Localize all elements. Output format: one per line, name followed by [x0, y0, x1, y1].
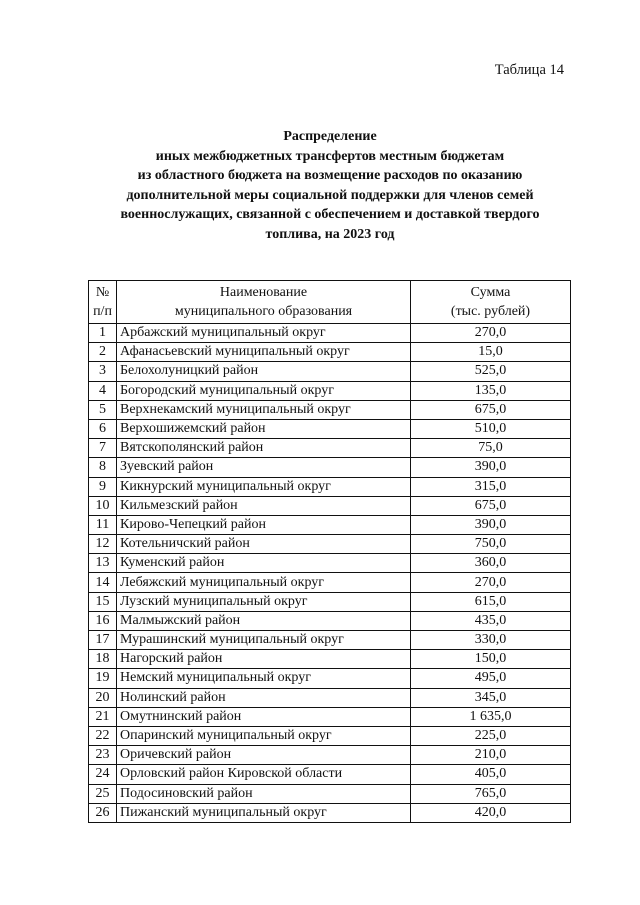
row-number-cell: 12	[89, 535, 117, 554]
amount-cell: 135,0	[411, 381, 571, 400]
amount-cell: 210,0	[411, 746, 571, 765]
row-number-cell: 25	[89, 784, 117, 803]
table-row	[89, 707, 571, 726]
table-row	[89, 803, 571, 822]
municipality-name-cell: Котельничский район	[117, 535, 411, 554]
row-number-cell: 24	[89, 765, 117, 784]
header-number	[89, 281, 117, 324]
municipality-name-cell: Лебяжский муниципальный округ	[117, 573, 411, 592]
title-line: военнослужащих, связанной с обеспечением и доставкой твердого	[120, 207, 540, 222]
table-row	[89, 496, 571, 515]
table-row	[89, 746, 571, 765]
title-line: топлива, на 2023 год	[265, 226, 395, 242]
municipality-name-cell: Лузский муниципальный округ	[117, 592, 411, 611]
table-row	[89, 400, 571, 419]
municipality-name-cell: Подосиновский район	[117, 784, 411, 803]
municipality-name-cell: Белохолуницкий район	[117, 362, 411, 381]
row-number-cell: 6	[89, 419, 117, 438]
header-number-line2: п/п	[93, 304, 112, 319]
amount-cell: 405,0	[411, 765, 571, 784]
amount-cell: 15,0	[411, 343, 571, 362]
row-number-cell: 7	[89, 439, 117, 458]
amount-cell: 315,0	[411, 477, 571, 496]
document-title	[90, 127, 570, 244]
amount-cell: 420,0	[411, 803, 571, 822]
row-number-cell: 4	[89, 381, 117, 400]
row-number-cell: 26	[89, 803, 117, 822]
table-row	[89, 535, 571, 554]
amount-cell: 150,0	[411, 650, 571, 669]
table-row	[89, 669, 571, 688]
amount-cell: 330,0	[411, 631, 571, 650]
row-number-cell: 9	[89, 477, 117, 496]
table-row	[89, 573, 571, 592]
amount-cell: 510,0	[411, 419, 571, 438]
municipality-name-cell: Кильмезский район	[117, 496, 411, 515]
row-number-cell: 10	[89, 496, 117, 515]
municipality-name-cell: Опаринский муниципальный округ	[117, 726, 411, 745]
table-row	[89, 477, 571, 496]
municipality-name-cell: Верхнекамский муниципальный округ	[117, 400, 411, 419]
amount-cell: 1 635,0	[411, 707, 571, 726]
amount-cell: 390,0	[411, 515, 571, 534]
table-row	[89, 515, 571, 534]
municipality-name-cell: Зуевский район	[117, 458, 411, 477]
table-row	[89, 765, 571, 784]
amount-cell: 675,0	[411, 496, 571, 515]
row-number-cell: 20	[89, 688, 117, 707]
row-number-cell: 14	[89, 573, 117, 592]
distribution-table	[88, 280, 571, 823]
header-sum	[411, 281, 571, 324]
amount-cell: 495,0	[411, 669, 571, 688]
row-number-cell: 22	[89, 726, 117, 745]
amount-cell: 615,0	[411, 592, 571, 611]
row-number-cell: 15	[89, 592, 117, 611]
header-name	[117, 281, 411, 324]
table-row	[89, 784, 571, 803]
amount-cell: 270,0	[411, 573, 571, 592]
amount-cell: 270,0	[411, 324, 571, 343]
row-number-cell: 17	[89, 631, 117, 650]
municipality-name-cell: Оричевский район	[117, 746, 411, 765]
amount-cell: 390,0	[411, 458, 571, 477]
amount-cell: 345,0	[411, 688, 571, 707]
amount-cell: 225,0	[411, 726, 571, 745]
table-row	[89, 611, 571, 630]
municipality-name-cell: Вятскополянский район	[117, 439, 411, 458]
table-row	[89, 439, 571, 458]
municipality-name-cell: Нолинский район	[117, 688, 411, 707]
municipality-name-cell: Богородский муниципальный округ	[117, 381, 411, 400]
row-number-cell: 11	[89, 515, 117, 534]
row-number-cell: 3	[89, 362, 117, 381]
amount-cell: 75,0	[411, 439, 571, 458]
table-row	[89, 554, 571, 573]
table-row	[89, 419, 571, 438]
amount-cell: 360,0	[411, 554, 571, 573]
row-number-cell: 16	[89, 611, 117, 630]
municipality-name-cell: Афанасьевский муниципальный округ	[117, 343, 411, 362]
header-name-line1: Наименование	[219, 285, 308, 300]
table-row	[89, 362, 571, 381]
table-header-row	[89, 281, 571, 324]
title-line: Распределение	[283, 129, 377, 144]
title-line: дополнительной меры социальной поддержки для членов семей	[126, 187, 534, 203]
row-number-cell: 2	[89, 343, 117, 362]
table-row	[89, 688, 571, 707]
municipality-name-cell: Малмыжский район	[117, 611, 411, 630]
table-row	[89, 324, 571, 343]
municipality-name-cell: Нагорский район	[117, 650, 411, 669]
table-row	[89, 343, 571, 362]
municipality-name-cell: Пижанский муниципальный округ	[117, 803, 411, 822]
municipality-name-cell: Верхошижемский район	[117, 419, 411, 438]
row-number-cell: 18	[89, 650, 117, 669]
row-number-cell: 5	[89, 400, 117, 419]
table-row	[89, 631, 571, 650]
municipality-name-cell: Омутнинский район	[117, 707, 411, 726]
municipality-name-cell: Мурашинский муниципальный округ	[117, 631, 411, 650]
row-number-cell: 13	[89, 554, 117, 573]
amount-cell: 675,0	[411, 400, 571, 419]
table-row	[89, 458, 571, 477]
table-body	[89, 324, 571, 823]
header-number-line1: №	[95, 285, 110, 300]
amount-cell: 765,0	[411, 784, 571, 803]
municipality-name-cell: Немский муниципальный округ	[117, 669, 411, 688]
table-row	[89, 381, 571, 400]
municipality-name-cell: Кикнурский муниципальный округ	[117, 477, 411, 496]
amount-cell: 750,0	[411, 535, 571, 554]
title-line: иных межбюджетных трансфертов местным бюджетам	[155, 148, 505, 164]
table-row	[89, 650, 571, 669]
title-line: из областного бюджета на возмещение расходов по оказанию	[137, 168, 523, 183]
municipality-name-cell: Куменский район	[117, 554, 411, 573]
row-number-cell: 19	[89, 669, 117, 688]
header-sum-line2: (тыс. рублей)	[450, 304, 531, 319]
header-name-line2: муниципального образования	[174, 304, 353, 319]
row-number-cell: 23	[89, 746, 117, 765]
table-number-label: Таблица 14	[494, 62, 564, 78]
amount-cell: 525,0	[411, 362, 571, 381]
municipality-name-cell: Орловский район Кировской области	[117, 765, 411, 784]
amount-cell: 435,0	[411, 611, 571, 630]
municipality-name-cell: Арбажский муниципальный округ	[117, 324, 411, 343]
row-number-cell: 21	[89, 707, 117, 726]
municipality-name-cell: Кирово-Чепецкий район	[117, 515, 411, 534]
row-number-cell: 8	[89, 458, 117, 477]
table-row	[89, 726, 571, 745]
table-row	[89, 592, 571, 611]
row-number-cell: 1	[89, 324, 117, 343]
header-sum-line1: Сумма	[470, 285, 511, 300]
